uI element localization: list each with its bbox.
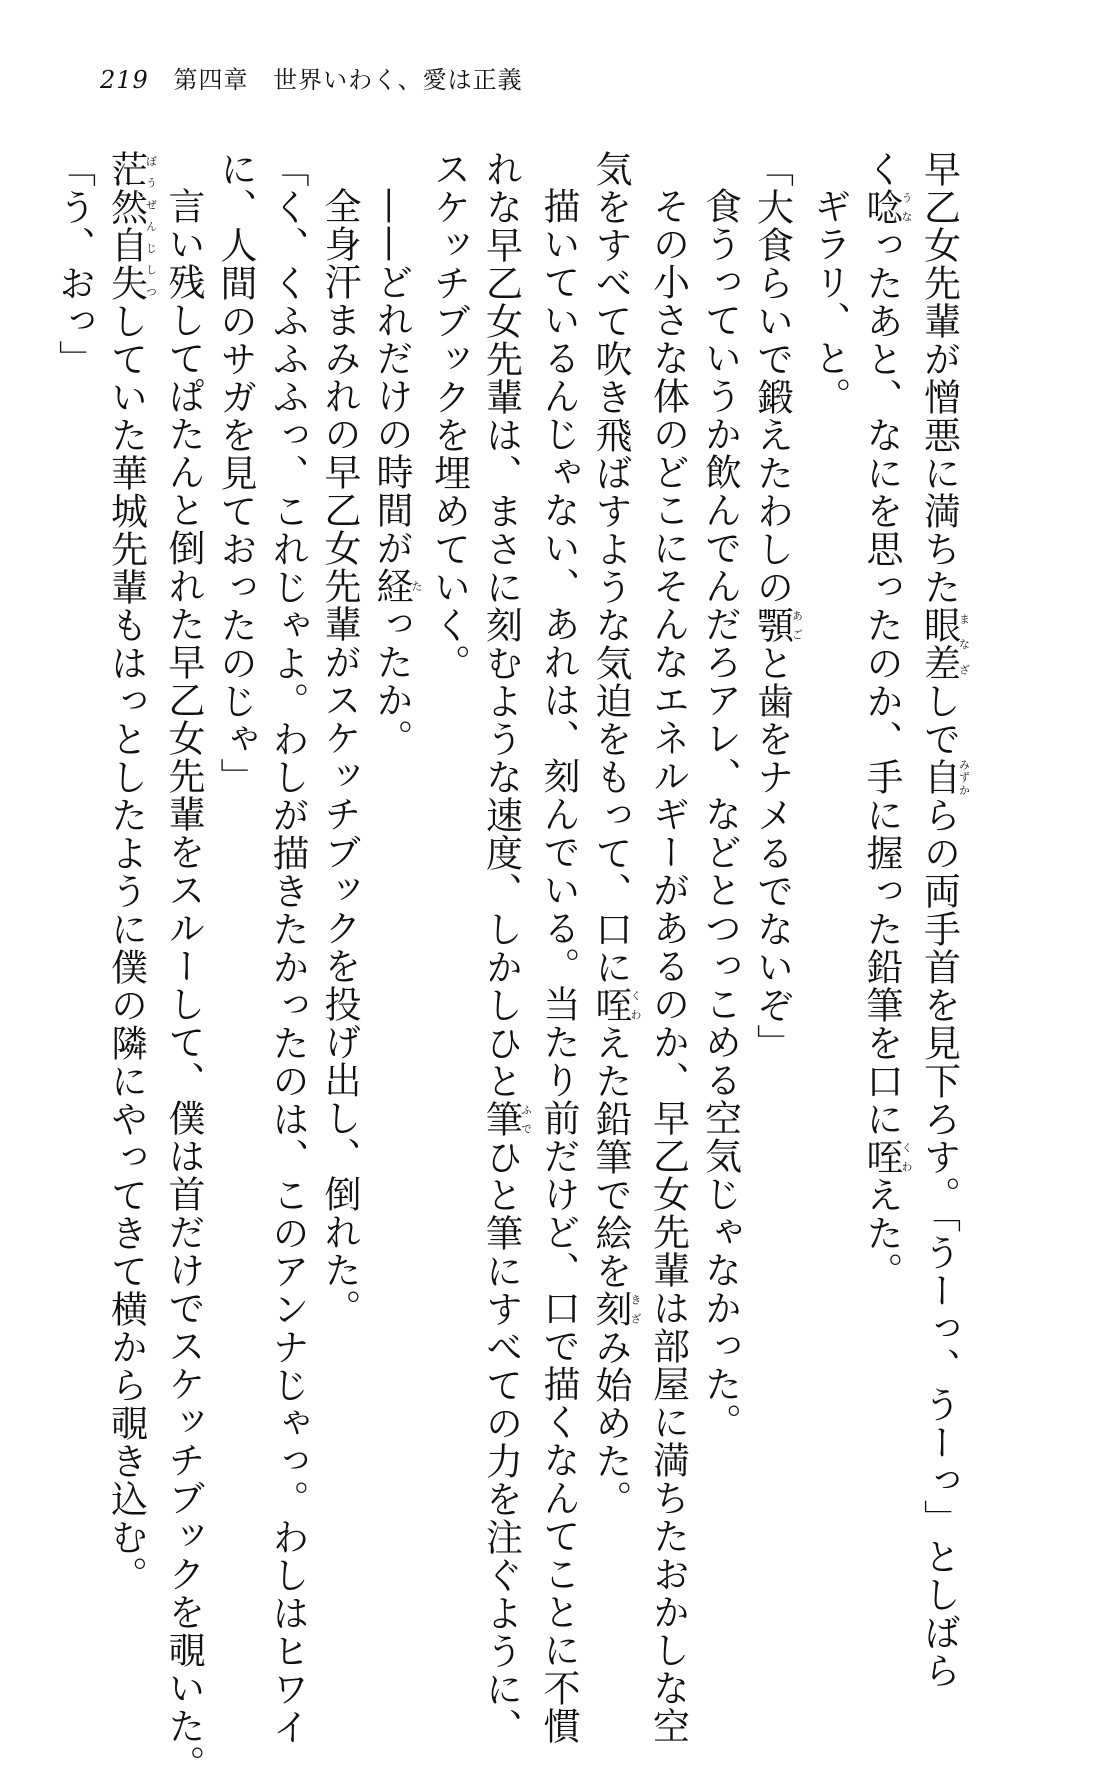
text-line: に、人間のサガを見ておったのじゃ」 [214, 150, 257, 796]
text-line: 早乙女先輩が憎悪に満ちた眼差まなざしで自みずからの両手首を見下ろす。「うーっ、うーっ」としばら [917, 150, 971, 1690]
ruby-word: 眼差まなざ [917, 606, 971, 682]
text-line: く唸うなったあと、なにを思ったのか、手に握った鉛筆を口に咥くわえた。 [860, 150, 913, 1290]
chapter-label: 第四章 [173, 66, 249, 94]
text-line: 描いているんじゃない、あれは、刻んでいる。当たり前だけど、口で描くなんてことに不慣 [537, 187, 580, 1745]
ruby-word: 刻きざ [589, 1290, 642, 1328]
ruby-word: 咥くわ [860, 1138, 913, 1176]
text-line: スケッチブックを埋めていく。 [427, 150, 471, 682]
text-line: 「う、おっ」 [52, 150, 96, 378]
text-line: 食うっていうか飲んでんだろアレ、などとつっこめる空気じゃなかった。 [698, 187, 742, 1441]
text-line: 「く、くふふふっ、これじゃよ。わしが描きたかったのは、このアンナじゃっ。わしはヒワイ [266, 150, 309, 1746]
ruby-word: 唸うな [860, 188, 913, 226]
text-line: れな早乙女先輩は、まさに刻むような速度、しかしひと筆ふでひと筆にすべての力を注ぐように、 [479, 150, 533, 1746]
text-line: ギラリ、と。 [808, 187, 851, 415]
page-number: 219 [100, 66, 149, 94]
ruby-word: 経た [370, 567, 423, 605]
running-head [100, 60, 523, 95]
text-line: 全身汗まみれの早乙女先輩がスケッチブックを投げ出し、倒れた。 [318, 187, 361, 1327]
ruby-word: 顎あご [750, 606, 804, 644]
text-line: その小さな体のどこにそんなエネルギーがあるのか、早乙女先輩は部屋に満ちたおかしな空 [646, 187, 690, 1745]
ruby-word: 咥くわ [589, 986, 642, 1024]
text-line: 言い残してぱたんと倒れた早乙女先輩をスルーして、僕は首だけでスケッチブックを覗いた。 [162, 187, 205, 1783]
text-line: 気をすべて吹き飛ばすような気迫をもって、口に咥くわえた鉛筆で絵を刻きざみ始めた。 [589, 150, 642, 1518]
ruby-word: 筆ふで [479, 1100, 533, 1138]
ruby-word: 自みずか [917, 758, 971, 796]
text-line: 茫然自失ぼうぜんじしつしていた華城先輩もはっとしたように僕の隣にやってきて横から覗き込む。 [104, 150, 158, 1594]
text-line: 「大食らいで鍛えたわしの顎あごと歯をナメるでないぞ」 [750, 150, 804, 1062]
chapter-title: 世界いわく、愛は正義 [273, 66, 523, 94]
text-line: ——どれだけの時間が経たったか。 [370, 187, 423, 757]
body-text [48, 150, 971, 1783]
ruby-word: 茫然自失ぼうぜんじしつ [104, 150, 158, 302]
